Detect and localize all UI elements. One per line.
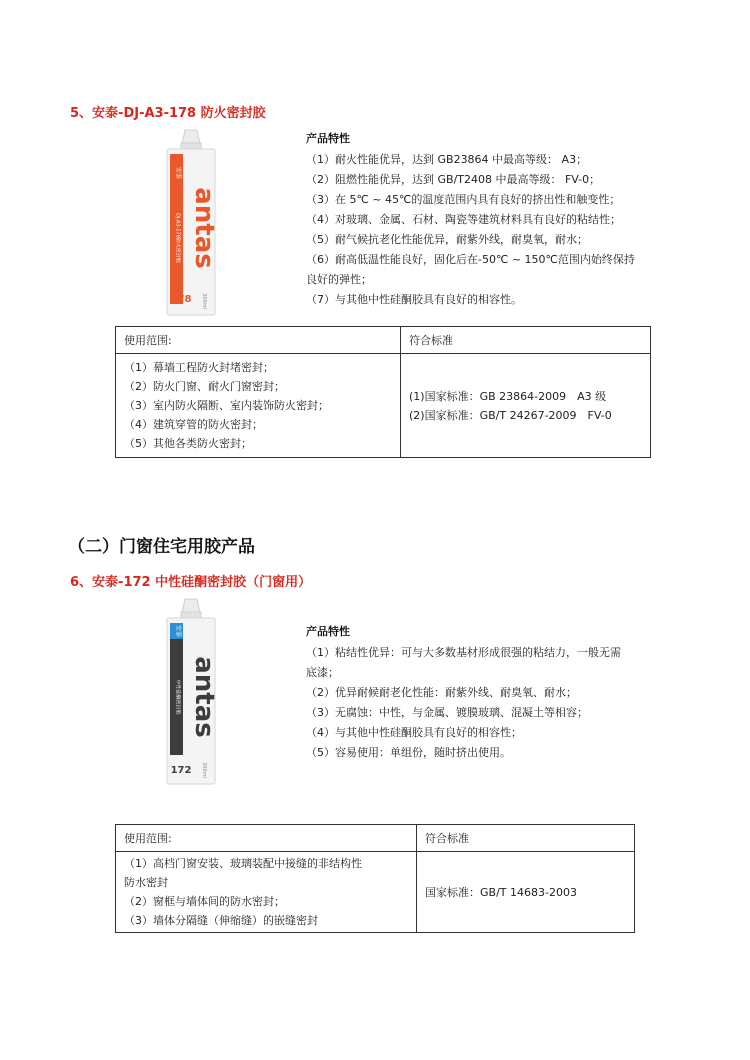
feature-line: （5）容易使用：单组份，随时挤出使用。 <box>306 746 511 759</box>
feature-line: （3）在 5℃ ~ 45℃的温度范围内具有良好的挤出性和触变性； <box>306 193 621 206</box>
table-header-standards: 符合标准 <box>401 327 651 354</box>
use-item: （1）幕墙工程防火封堵密封； <box>124 361 274 374</box>
product-5-spec-table <box>115 326 651 458</box>
table-header-uses: 使用范围: <box>116 825 417 852</box>
use-item: （1）高档门窗安装、玻璃装配中接缝的非结构性 <box>124 857 362 870</box>
product-5-features <box>306 130 706 310</box>
product-5-title: 5、安泰-DJ-A3-178 防火密封胶 <box>70 106 266 121</box>
tube-vertical-text: DJ-A3-178防火密封胶 <box>174 213 181 263</box>
table-cell-standards <box>417 852 635 933</box>
feature-line: 底漆； <box>306 666 339 679</box>
table-cell-uses <box>116 852 417 933</box>
use-item: （2）防火门窗、耐火门窗密封； <box>124 380 285 393</box>
tube-logo: antas <box>189 656 219 738</box>
feature-line: （5）耐气候抗老化性能优异，耐紫外线，耐臭氧，耐水； <box>306 233 588 246</box>
table-header-standards: 符合标准 <box>417 825 635 852</box>
use-item: （5）其他各类防火密封； <box>124 437 252 450</box>
tube-brand-glyph: 安泰 <box>174 166 182 180</box>
table-header-uses: 使用范围: <box>116 327 401 354</box>
tube-volume: 300ml <box>201 293 207 309</box>
product-6-title: 6、安泰-172 中性硅酮密封胶（门窗用） <box>70 575 312 590</box>
standard-item: 国家标准：GB/T 14683-2003 <box>425 885 577 899</box>
use-item: （3）室内防火隔断、室内装饰防火密封； <box>124 399 329 412</box>
product-5-tube-image <box>160 128 222 320</box>
table-cell-uses <box>116 354 401 458</box>
features-heading: 产品特性 <box>306 625 350 638</box>
feature-line: （4）对玻璃、金属、石材、陶瓷等建筑材料具有良好的粘结性； <box>306 213 621 226</box>
feature-line: （2）优异耐候耐老化性能：耐紫外线、耐臭氧、耐水； <box>306 686 577 699</box>
tube-volume: 300ml <box>201 762 207 778</box>
feature-line: （7）与其他中性硅酮胶具有良好的相容性。 <box>306 293 522 306</box>
section-title: （二）门窗住宅用胶产品 <box>68 537 255 557</box>
tube-brand-glyph: 安泰 <box>174 624 182 638</box>
standard-item: (1)国家标准：GB 23864-2009 A3 级 <box>409 389 607 403</box>
tube-vertical-text: 中性硅酮密封胶 <box>174 679 181 715</box>
use-item: 防水密封 <box>124 876 168 889</box>
use-item: （4）建筑穿管的防火密封； <box>124 418 263 431</box>
use-item: （2）窗框与墙体间的防水密封； <box>124 895 285 908</box>
tube-model: 178 <box>170 294 192 305</box>
use-item: （3）墙体分隔缝（伸缩缝）的嵌缝密封 <box>124 914 318 927</box>
tube-model: 172 <box>170 765 192 776</box>
feature-line: （4）与其他中性硅酮胶具有良好的相容性； <box>306 726 522 739</box>
tube-logo: antas <box>189 187 219 269</box>
product-6-features <box>306 623 706 763</box>
standard-item: (2)国家标准：GB/T 24267-2009 FV-0 <box>409 408 612 422</box>
product-6-spec-table <box>115 824 635 933</box>
features-heading: 产品特性 <box>306 132 350 145</box>
feature-line: （1）耐火性能优异，达到 GB23864 中最高等级： A3； <box>306 153 588 166</box>
feature-line: （1）粘结性优异：可与大多数基材形成很强的粘结力，一般无需 <box>306 646 621 659</box>
feature-line: （2）阻燃性能优异，达到 GB/T2408 中最高等级： FV-0； <box>306 173 601 186</box>
feature-line: （6）耐高低温性能良好，固化后在-50℃ ~ 150℃范围内始终保持 <box>306 253 635 266</box>
feature-line: 良好的弹性； <box>306 273 372 286</box>
feature-line: （3）无腐蚀：中性，与金属、镀膜玻璃、混凝土等相容； <box>306 706 588 719</box>
table-cell-standards <box>401 354 651 458</box>
product-6-tube-image <box>160 597 222 789</box>
